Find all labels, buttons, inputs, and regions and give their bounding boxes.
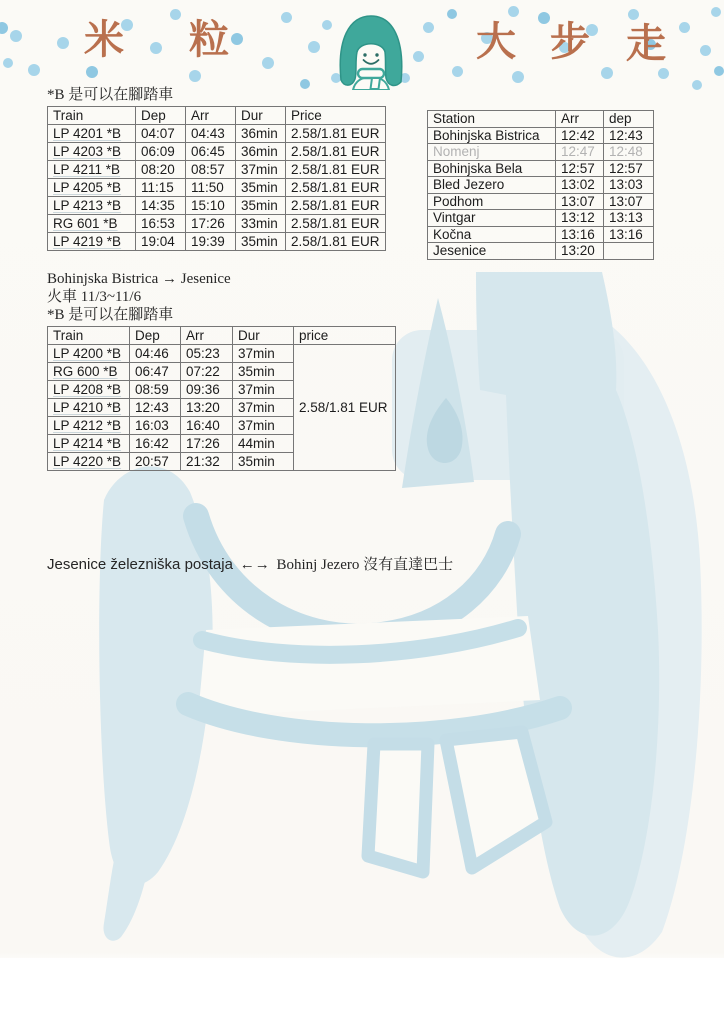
table-cell: 13:20 — [181, 399, 233, 417]
column-header: Train — [48, 327, 130, 345]
table-row — [428, 243, 654, 260]
table-cell: 2.58/1.81 EUR — [286, 233, 386, 251]
dot-icon — [231, 33, 243, 45]
table-cell: LP 4205 *B — [48, 179, 136, 197]
table-row — [48, 197, 386, 215]
table-row — [428, 210, 654, 227]
table-cell: 11:50 — [186, 179, 236, 197]
dot-icon — [300, 79, 310, 89]
title-char: 米 — [84, 17, 124, 62]
column-header: dep — [604, 111, 654, 128]
table-row — [48, 345, 396, 363]
table-cell: 35min — [233, 453, 294, 471]
dot-icon — [3, 58, 13, 68]
dot-icon — [57, 37, 69, 49]
table-cell: 37min — [233, 417, 294, 435]
table-row — [48, 125, 386, 143]
table-cell: LP 4212 *B — [48, 417, 130, 435]
dot-icon — [714, 66, 724, 76]
table-cell: 17:26 — [181, 435, 233, 453]
table-cell: Vintgar — [428, 210, 556, 227]
dot-icon — [452, 66, 463, 77]
table-cell: 37min — [236, 161, 286, 179]
table-cell: 06:09 — [136, 143, 186, 161]
table-cell: LP 4201 *B — [48, 125, 136, 143]
table-cell: LP 4203 *B — [48, 143, 136, 161]
dot-icon — [189, 70, 201, 82]
table-row — [428, 193, 654, 210]
table-cell: 11:15 — [136, 179, 186, 197]
table-cell: 09:36 — [181, 381, 233, 399]
table-cell: 13:12 — [556, 210, 604, 227]
dot-icon — [508, 6, 519, 17]
dot-icon — [281, 12, 292, 23]
table-cell: 06:45 — [186, 143, 236, 161]
merged-price-cell: 2.58/1.81 EUR — [294, 345, 396, 471]
table-cell: 08:20 — [136, 161, 186, 179]
table-cell: 19:04 — [136, 233, 186, 251]
bike-note-top: *B 是可以在腳踏車 — [47, 87, 174, 103]
table-cell: 2.58/1.81 EUR — [286, 143, 386, 161]
dot-icon — [538, 12, 550, 24]
table-cell: 14:35 — [136, 197, 186, 215]
dot-icon — [308, 41, 320, 53]
column-header: Dep — [130, 327, 181, 345]
table-cell: 13:16 — [604, 226, 654, 243]
table-row — [48, 215, 386, 233]
table-cell: 13:16 — [556, 226, 604, 243]
table-cell: RG 600 *B — [48, 363, 130, 381]
page-bottom-margin — [0, 958, 724, 1024]
title-char: 大 — [476, 19, 516, 64]
train-timetable-1 — [47, 106, 386, 251]
station-stops-table — [427, 110, 654, 260]
table-cell: 15:10 — [186, 197, 236, 215]
table-cell: 04:46 — [130, 345, 181, 363]
footer-note-right: Bohinj Jezero 沒有直達巴士 — [276, 557, 454, 573]
route-heading: Bohinjska Bistrica → Jesenice — [47, 271, 231, 287]
table-cell: 2.58/1.81 EUR — [286, 125, 386, 143]
table-cell: 2.58/1.81 EUR — [286, 215, 386, 233]
table-cell: 13:07 — [604, 193, 654, 210]
table-cell: 08:59 — [130, 381, 181, 399]
table-cell: 16:03 — [130, 417, 181, 435]
table-cell: Bled Jezero — [428, 177, 556, 194]
table-cell: 13:02 — [556, 177, 604, 194]
table-cell: 16:53 — [136, 215, 186, 233]
table-cell: 13:20 — [556, 243, 604, 260]
girl-mascot-icon — [333, 10, 409, 90]
table-cell: 16:40 — [181, 417, 233, 435]
dot-icon — [512, 71, 524, 83]
train-dates-note: 火車 11/3~11/6 — [47, 289, 142, 305]
table-cell: LP 4213 *B — [48, 197, 136, 215]
table-header-row — [48, 327, 396, 345]
table-cell: RG 601 *B — [48, 215, 136, 233]
dot-icon — [679, 22, 690, 33]
table-cell: 12:42 — [556, 127, 604, 144]
table-cell: 37min — [233, 399, 294, 417]
table-cell: 12:57 — [604, 160, 654, 177]
dot-icon — [423, 22, 434, 33]
table-row — [48, 143, 386, 161]
table-cell: 12:47 — [556, 144, 604, 161]
table-cell: 13:03 — [604, 177, 654, 194]
table-row — [428, 144, 654, 161]
table-cell: Nomenj — [428, 144, 556, 161]
dot-icon — [86, 66, 98, 78]
table-cell: 2.58/1.81 EUR — [286, 179, 386, 197]
dot-icon — [628, 9, 639, 20]
dot-icon — [10, 30, 22, 42]
table-cell: 16:42 — [130, 435, 181, 453]
column-header: Arr — [186, 107, 236, 125]
dot-icon — [170, 9, 181, 20]
table-row — [48, 161, 386, 179]
column-header: Station — [428, 111, 556, 128]
title-char: 步 — [550, 19, 590, 64]
table-cell: 08:57 — [186, 161, 236, 179]
footer-note-left: Jesenice železniška postaja — [47, 556, 233, 573]
dot-icon — [700, 45, 711, 56]
column-header: Dur — [236, 107, 286, 125]
table-cell: 36min — [236, 143, 286, 161]
table-cell: 37min — [233, 345, 294, 363]
dot-icon — [711, 7, 721, 17]
table-cell: LP 4210 *B — [48, 399, 130, 417]
column-header: Arr — [556, 111, 604, 128]
table-cell: 06:47 — [130, 363, 181, 381]
no-direct-bus-note — [47, 556, 453, 574]
table-cell: 12:43 — [130, 399, 181, 417]
column-header: Dur — [233, 327, 294, 345]
table-cell: 05:23 — [181, 345, 233, 363]
dot-icon — [0, 22, 8, 34]
table-cell: 12:57 — [556, 160, 604, 177]
table-cell: 2.58/1.81 EUR — [286, 161, 386, 179]
table-cell: LP 4219 *B — [48, 233, 136, 251]
table-cell: 35min — [236, 179, 286, 197]
bike-note-2: *B 是可以在腳踏車 — [47, 307, 174, 323]
table-cell: 21:32 — [181, 453, 233, 471]
table-cell: LP 4208 *B — [48, 381, 130, 399]
table-cell: Kočna — [428, 226, 556, 243]
table-row — [48, 233, 386, 251]
table-cell: 13:07 — [556, 193, 604, 210]
column-header: Dep — [136, 107, 186, 125]
table-cell: LP 4200 *B — [48, 345, 130, 363]
table-cell: 17:26 — [186, 215, 236, 233]
double-arrow-icon: ←→ — [239, 557, 270, 573]
table-cell: LP 4214 *B — [48, 435, 130, 453]
table-cell: 20:57 — [130, 453, 181, 471]
table-cell: 35min — [236, 197, 286, 215]
table-cell: 19:39 — [186, 233, 236, 251]
table-row — [428, 177, 654, 194]
table-row — [428, 127, 654, 144]
dot-icon — [692, 80, 702, 90]
table-cell: 2.58/1.81 EUR — [286, 197, 386, 215]
table-header-row — [48, 107, 386, 125]
table-cell — [604, 243, 654, 260]
table-cell: 04:07 — [136, 125, 186, 143]
column-header: Price — [286, 107, 386, 125]
column-header: Arr — [181, 327, 233, 345]
table-cell: 12:48 — [604, 144, 654, 161]
table-cell: 35min — [233, 363, 294, 381]
table-header-row — [428, 111, 654, 128]
table-cell: 35min — [236, 233, 286, 251]
table-cell: 04:43 — [186, 125, 236, 143]
table-cell: 07:22 — [181, 363, 233, 381]
table-cell: 12:43 — [604, 127, 654, 144]
dot-icon — [322, 20, 332, 30]
train-timetable-2 — [47, 326, 396, 471]
dot-icon — [262, 57, 274, 69]
title-char: 粒 — [189, 17, 229, 62]
table-cell: 33min — [236, 215, 286, 233]
table-cell: 13:13 — [604, 210, 654, 227]
dot-icon — [601, 67, 613, 79]
dot-icon — [413, 51, 424, 62]
dot-icon — [28, 64, 40, 76]
table-row — [48, 179, 386, 197]
table-cell: 44min — [233, 435, 294, 453]
table-cell: LP 4220 *B — [48, 453, 130, 471]
table-cell: Jesenice — [428, 243, 556, 260]
column-header: Train — [48, 107, 136, 125]
table-cell: Bohinjska Bistrica — [428, 127, 556, 144]
dot-icon — [150, 42, 162, 54]
table-row — [428, 160, 654, 177]
dot-icon — [658, 68, 669, 79]
table-row — [428, 226, 654, 243]
title-char: 走 — [626, 21, 666, 66]
dot-icon — [447, 9, 457, 19]
table-cell: LP 4211 *B — [48, 161, 136, 179]
table-cell: 36min — [236, 125, 286, 143]
table-cell: 37min — [233, 381, 294, 399]
table-cell: Podhom — [428, 193, 556, 210]
column-header: price — [294, 327, 396, 345]
table-cell: Bohinjska Bela — [428, 160, 556, 177]
